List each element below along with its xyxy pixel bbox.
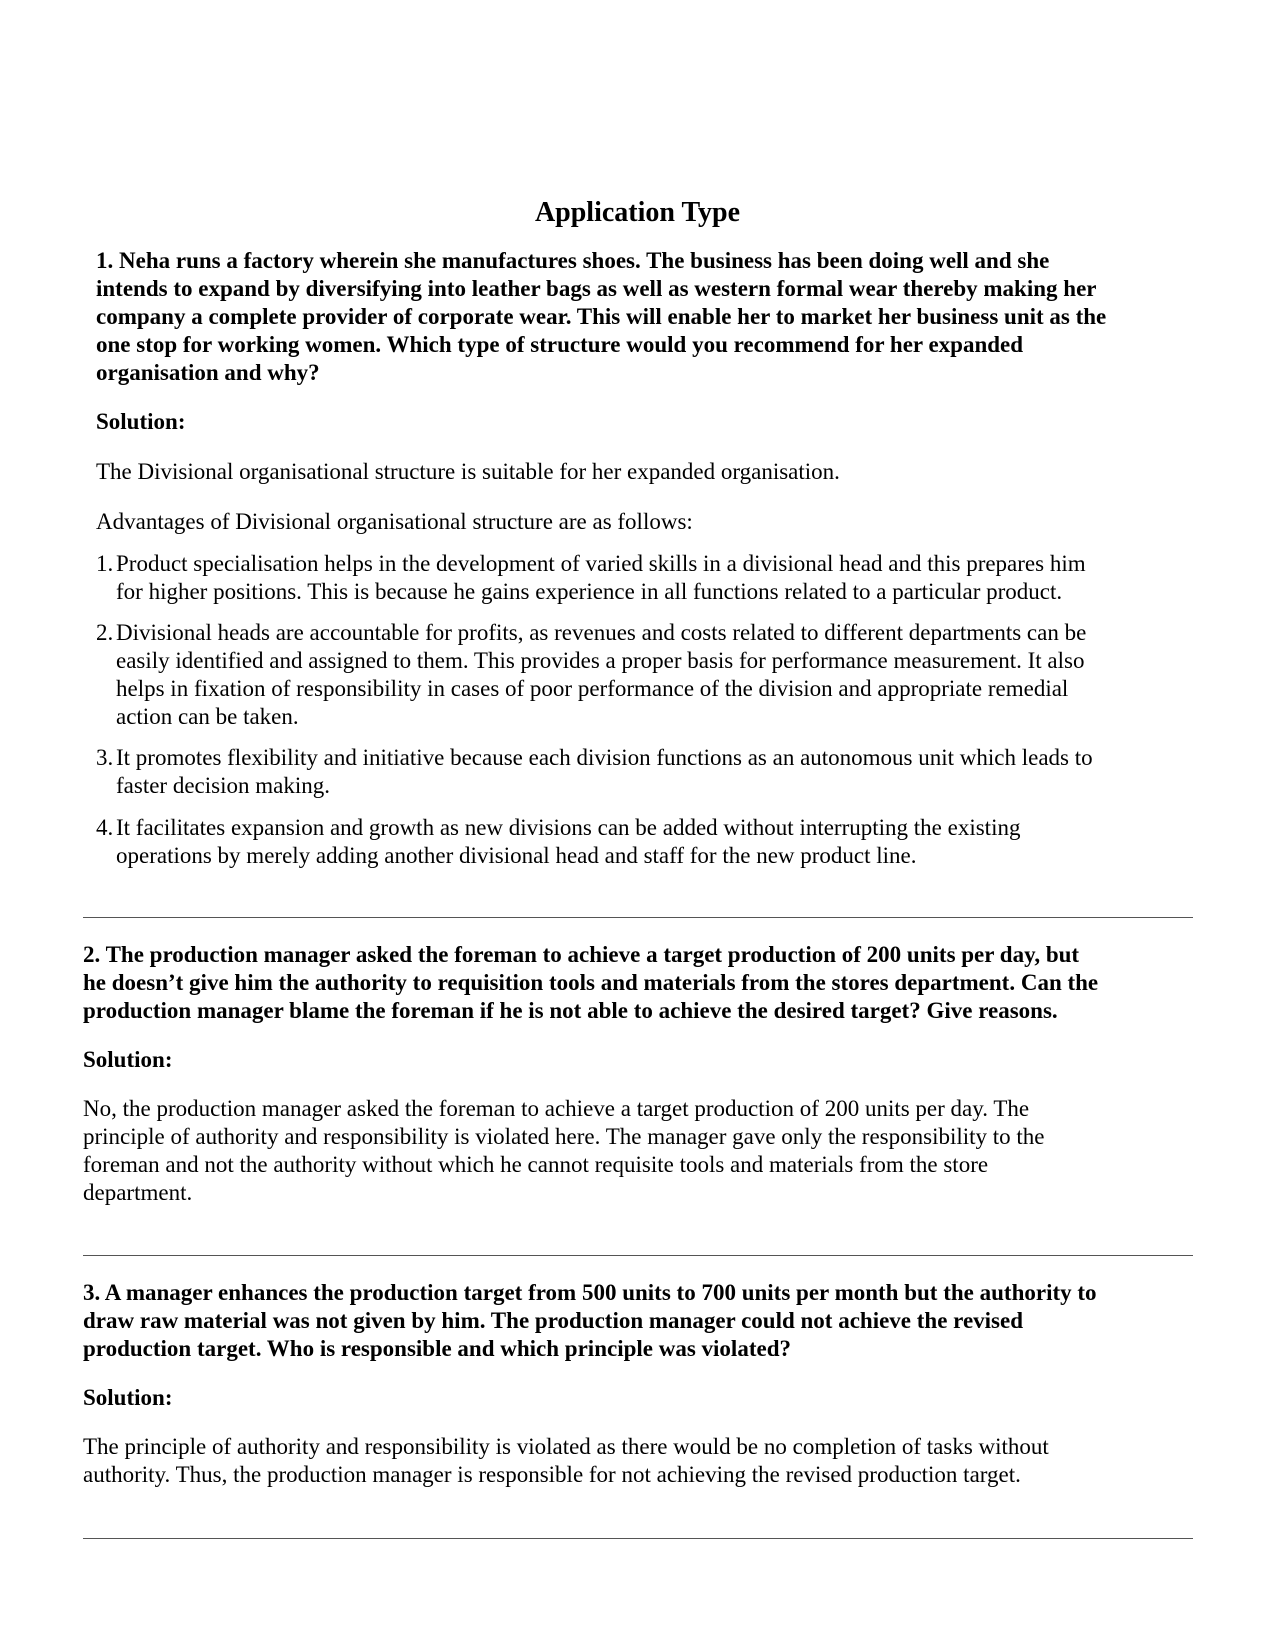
question-2-line: 2. The production manager asked the foreman to achieve a target production of 200 units per day, but [83, 942, 1080, 967]
advantage-line: Divisional heads are accountable for profits, as revenues and costs related to different departments can be [116, 620, 1087, 645]
advantage-line: action can be taken. [116, 704, 299, 729]
solution-3-line: The principle of authority and responsibility is violated as there would be no completion of tasks without [83, 1434, 1049, 1459]
section-divider [83, 1538, 1193, 1539]
solution-3-text [83, 1433, 1049, 1489]
question-3-line: 3. A manager enhances the production target from 500 units to 700 units per month but the authority to [83, 1280, 1097, 1305]
question-3-line: production target. Who is responsible and which principle was violated? [83, 1336, 791, 1361]
question-1-line: intends to expand by diversifying into leather bags as well as western formal wear thereby making her [96, 276, 1097, 301]
question-2-line: he doesn’t give him the authority to requisition tools and materials from the stores department. Can the [83, 970, 1099, 995]
advantage-line: It promotes flexibility and initiative because each division functions as an autonomous unit which leads to [116, 745, 1093, 770]
advantage-line: easily identified and assigned to them. This provides a proper basis for performance measurement. It also [116, 648, 1085, 673]
solution-label-2: Solution: [83, 1047, 173, 1072]
advantage-line: It facilitates expansion and growth as new divisions can be added without interrupting the existing [116, 815, 1021, 840]
advantage-item-4 [96, 814, 1020, 870]
question-1-line: company a complete provider of corporate wear. This will enable her to market her business unit as the [96, 304, 1107, 329]
solution-2-text [83, 1095, 1045, 1207]
solution-2-line: No, the production manager asked the foreman to achieve a target production of 200 units per day. The [83, 1096, 1030, 1121]
solution-1-intro: The Divisional organisational structure is suitable for her expanded organisation. [96, 459, 840, 484]
advantage-number: 4. [96, 815, 114, 840]
advantage-number: 2. [96, 620, 114, 645]
question-3-line: draw raw material was not given by him. The production manager could not achieve the revised [83, 1308, 1024, 1333]
question-2-line: production manager blame the foreman if he is not able to achieve the desired target? Give reasons. [83, 998, 1058, 1023]
question-1-line: 1. Neha runs a factory wherein she manufactures shoes. The business has been doing well and she [96, 248, 1050, 273]
advantage-line: operations by merely adding another divisional head and staff for the new product line. [116, 843, 917, 868]
advantage-number: 3. [96, 745, 114, 770]
advantage-line: for higher positions. This is because he gains experience in all functions related to a particular product. [116, 579, 1063, 604]
question-3 [83, 1279, 1097, 1363]
solution-2-line: department. [83, 1180, 193, 1205]
section-divider [83, 1255, 1193, 1256]
question-1-line: organisation and why? [96, 360, 320, 385]
solution-2-line: foreman and not the authority without which he cannot requisite tools and materials from the store [83, 1152, 989, 1177]
solution-label-1: Solution: [96, 409, 186, 434]
page-title: Application Type [534, 197, 741, 228]
question-2 [83, 941, 1098, 1025]
solution-3-line: authority. Thus, the production manager is responsible for not achieving the revised production target. [83, 1462, 1021, 1487]
advantage-item-2 [96, 619, 1086, 731]
section-divider [83, 917, 1193, 918]
advantage-line: helps in fixation of responsibility in cases of poor performance of the division and appropriate remedial [116, 676, 1069, 701]
advantage-line: Product specialisation helps in the development of varied skills in a divisional head and this prepares him [116, 551, 1086, 576]
advantage-item-3 [96, 744, 1093, 800]
question-1-line: one stop for working women. Which type of structure would you recommend for her expanded [96, 332, 1024, 357]
question-1 [96, 247, 1106, 387]
solution-2-line: principle of authority and responsibility is violated here. The manager gave only the responsibility to the [83, 1124, 1045, 1149]
solution-label-3: Solution: [83, 1385, 173, 1410]
advantage-item-1 [96, 550, 1086, 606]
advantage-number: 1. [96, 551, 114, 576]
advantages-intro: Advantages of Divisional organisational structure are as follows: [96, 509, 693, 534]
advantage-line: faster decision making. [116, 773, 330, 798]
